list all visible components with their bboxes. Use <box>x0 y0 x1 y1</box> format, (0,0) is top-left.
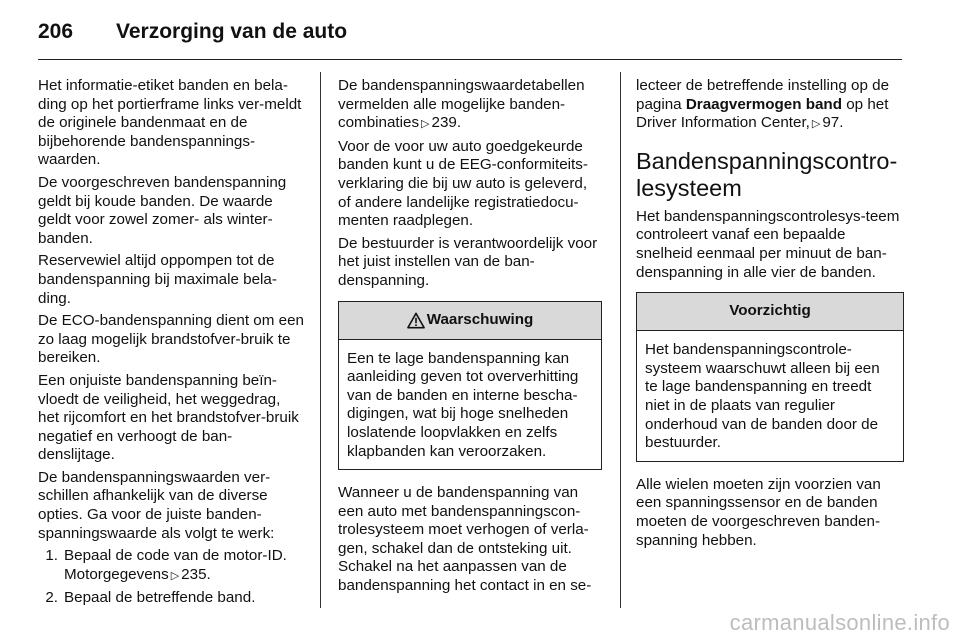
page-reference-link[interactable]: 97. <box>822 114 844 132</box>
steps-list <box>38 547 304 608</box>
page-reference-link[interactable]: 235. <box>181 565 211 583</box>
page-reference-icon: ▷ <box>421 118 430 131</box>
caution-box <box>636 292 904 462</box>
paragraph-eec-conformity: Voor de voor uw auto goedgekeurde banden kunt u de EEG-conformiteits-verklaring die bij uw auto is geleverd, of andere landelijke registratiedocu-menten raadplegen. <box>338 137 588 230</box>
warning-box <box>338 301 602 471</box>
step-number: 1. <box>45 547 58 565</box>
caution-header <box>637 293 903 331</box>
paragraph-tpms-description: Het bandenspanningscontrolesys-teem controleert vanaf een bepaalde snelheid eenmaal per minuut de ban-denspanning in alle vier de banden. <box>636 207 900 281</box>
caution-body: Het bandenspanningscontrole-systeem waarschuwt alleen bij een te lage bandenspanning en treedt niet in de plaats van regulier onderhoud van de banden door de bestuurder. <box>645 341 880 452</box>
page-number: 206 <box>38 20 74 43</box>
warning-header <box>339 302 601 340</box>
watermark: carmanualsonline.info <box>729 610 950 635</box>
paragraph-pressure-values: De bandenspanningswaarden ver-schillen afhankelijk van de diverse opties. Ga voor de juiste banden-spanningswaarde als volgt te werk: <box>38 468 275 542</box>
column-3 <box>636 77 904 554</box>
page-reference-icon: ▷ <box>170 569 180 582</box>
step-number: 2. <box>45 589 58 607</box>
list-item <box>38 547 304 585</box>
paragraph-cold-tires: De voorgeschreven bandenspanning geldt bij koude banden. De waarde geldt voor zowel zomer- als winter-banden. <box>38 173 287 247</box>
paragraph-incorrect-pressure: Een onjuiste bandenspanning beïn-vloedt de veiligheid, het weggedrag, het rijcomfort en het brandstofver-bruik negatief en verhoogt de ban-denslijtage. <box>38 371 299 464</box>
paragraph-select-setting-end: op het Driver Information Center, <box>636 95 889 132</box>
warning-triangle-icon <box>407 312 425 329</box>
column-2 <box>338 77 602 600</box>
paragraph-tire-label: Het informatie-etiket banden en bela-ding op het portierframe links ver-meldt de originele bandenmaat en de bijbehorende bandenspannings-waarden. <box>38 77 302 169</box>
paragraph-adjust-pressure: Wanneer u de bandenspanning van een auto met bandenspanningscon-trolesysteem moet verhogen of verla-gen, schakel dan de ontsteking uit. Schakel na het aanpassen van de bandenspanning het contact in en se- <box>338 484 592 595</box>
page-reference-icon: ▷ <box>811 118 821 131</box>
page-reference-link[interactable]: 239. <box>431 114 462 132</box>
column-divider-1 <box>320 72 321 608</box>
caution-title: Voorzichtig <box>729 302 811 320</box>
paragraph-wheel-sensors: Alle wielen moeten zijn voorzien van een spanningssensor en de banden moeten de voorgeschreven banden-spanning hebben. <box>636 475 881 549</box>
warning-body: Een te lage bandenspanning kan aanleiding geven tot oververhitting van de banden en interne bescha-digingen, wat bij hoge snelheden loslatende loopvlakken en zelfs klapbanden kan veroorzaken. <box>347 349 579 460</box>
column-1 <box>38 77 304 612</box>
warning-title: Waarschuwing <box>426 310 534 328</box>
setting-name: Draagvermogen band <box>685 95 842 113</box>
paragraph-tables: De bandenspanningswaardetabellen vermelden alle mogelijke banden-combinaties <box>338 77 585 132</box>
paragraph-spare-wheel: Reservewiel altijd oppompen tot de bandenspanning bij maximale bela-ding. <box>38 252 277 307</box>
column-divider-2 <box>620 72 621 608</box>
step-text: Bepaal de code van de motor-ID. Motorgegevens <box>64 547 287 583</box>
step-text: Bepaal de betreffende band. <box>64 589 256 607</box>
page-header <box>38 18 902 60</box>
paragraph-eco-pressure: De ECO-bandenspanning dient om een zo laag mogelijk brandstofver-bruik te bereiken. <box>38 312 304 367</box>
list-item <box>38 589 304 608</box>
section-title: Bandenspanningscontro-lesysteem <box>636 147 898 201</box>
paragraph-select-setting: lecteer de betreffende instelling op de pagina <box>636 77 890 113</box>
page-title: Verzorging van de auto <box>116 20 348 43</box>
paragraph-driver-responsible: De bestuurder is verantwoordelijk voor het juist instellen van de ban-denspanning. <box>338 234 598 289</box>
